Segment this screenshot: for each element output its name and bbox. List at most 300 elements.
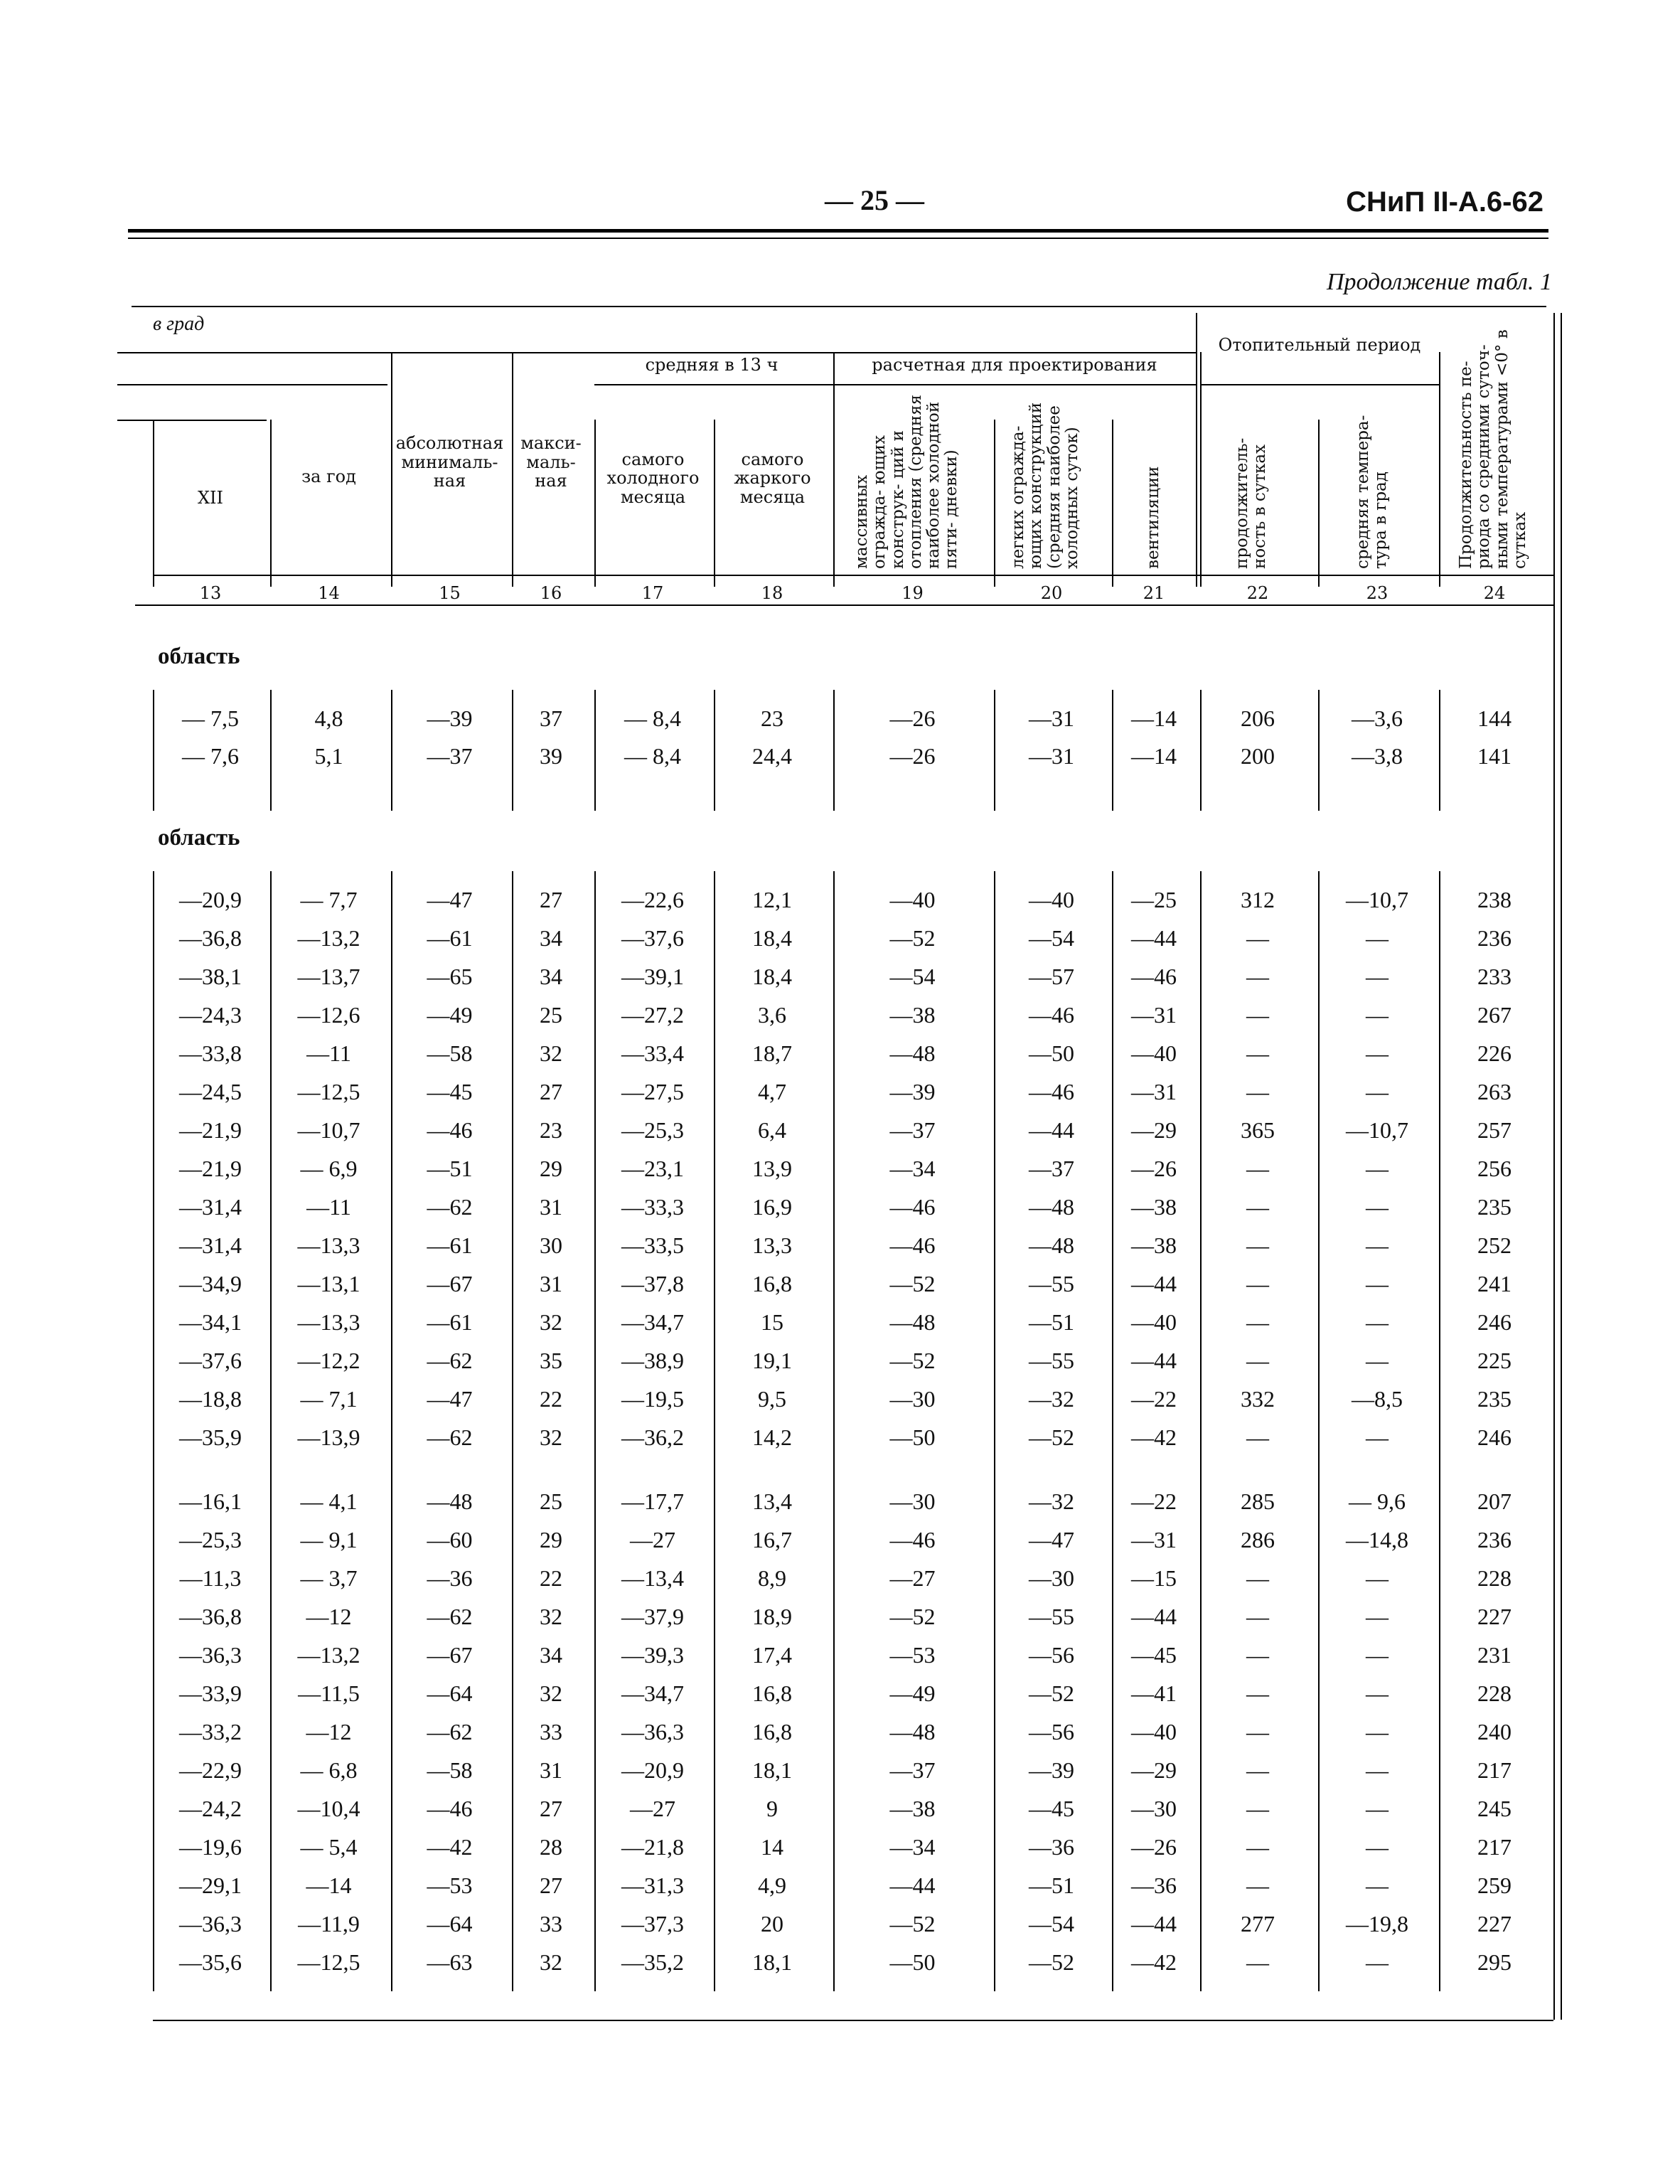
cell-col23: —: [1366, 1565, 1389, 1591]
cell-col16: 30: [540, 1232, 562, 1258]
cell-col18: 8,9: [758, 1565, 786, 1591]
header-group-19-21: расчетная для проектирования: [872, 354, 1157, 375]
cell-col20: —50: [1029, 1040, 1074, 1066]
header-col19: массивных огражда- ющих конструк- ций и отопления (средняя наиболее холодной пяти- дневки): [852, 394, 961, 569]
cell-col21: —26: [1131, 1834, 1177, 1860]
cell-col20: —55: [1029, 1271, 1074, 1296]
cell-col13: —11,3: [179, 1565, 242, 1591]
cell-col22: 312: [1241, 887, 1275, 912]
cell-col16: 22: [540, 1386, 562, 1412]
cell-col15: —61: [427, 1309, 473, 1335]
cell-col19: —39: [889, 1079, 936, 1104]
cell-col22: 285: [1241, 1488, 1275, 1514]
cell-col24: 263: [1477, 1079, 1512, 1104]
cell-col15: —48: [427, 1488, 473, 1514]
cell-col15: —46: [427, 1796, 473, 1821]
cell-col16: 28: [540, 1834, 562, 1860]
header-col14: за год: [301, 466, 356, 486]
cell-col19: —40: [889, 887, 936, 912]
cell-col19: —48: [889, 1040, 936, 1066]
cell-col15: —39: [427, 705, 473, 731]
cell-col14: —13,3: [297, 1232, 360, 1258]
cell-col23: —3,8: [1352, 743, 1403, 769]
cell-col15: —64: [427, 1911, 473, 1937]
cell-col19: —38: [889, 1002, 936, 1028]
cell-col17: —37,6: [621, 925, 684, 951]
cell-col13: —18,8: [179, 1386, 242, 1412]
cell-col22: —: [1246, 1156, 1269, 1181]
cell-col23: —10,7: [1346, 1117, 1408, 1143]
cell-col21: —38: [1131, 1194, 1177, 1220]
cell-col13: —19,6: [179, 1834, 242, 1860]
cell-col21: —45: [1131, 1642, 1177, 1668]
cell-col24: 241: [1477, 1271, 1512, 1296]
cell-col24: 227: [1477, 1604, 1512, 1629]
cell-col23: —: [1366, 1424, 1389, 1450]
cell-col23: —10,7: [1346, 887, 1408, 912]
cell-col23: —: [1366, 1796, 1389, 1821]
cell-col14: — 7,1: [300, 1386, 358, 1412]
cell-col14: —11: [306, 1040, 351, 1066]
cell-col15: —42: [427, 1834, 473, 1860]
header-col24: Продолжительность пе- риода со средними суточ- ными температурами <0° в сутках: [1457, 329, 1529, 569]
cell-col14: —11,5: [298, 1680, 360, 1706]
cell-col20: —40: [1029, 887, 1074, 912]
cell-col20: —39: [1029, 1757, 1074, 1783]
cell-col17: —31,3: [621, 1873, 684, 1898]
cell-col20: —48: [1029, 1194, 1074, 1220]
header-rule: [117, 420, 267, 421]
cell-col17: — 8,4: [624, 705, 681, 731]
cell-col17: —27: [630, 1796, 675, 1821]
cell-col23: —: [1366, 1680, 1389, 1706]
cell-col14: —12: [306, 1719, 352, 1744]
cell-col23: —: [1366, 1949, 1389, 1975]
table-continuation-note: Продолжение табл. 1: [1326, 269, 1552, 295]
header-col15: абсолютная минималь- ная: [395, 433, 504, 491]
cell-col14: —14: [306, 1873, 352, 1898]
cell-col24: 144: [1477, 705, 1512, 731]
cell-col17: — 8,4: [624, 743, 681, 769]
cell-col21: —22: [1131, 1386, 1177, 1412]
cell-col16: 37: [540, 705, 562, 731]
cell-col22: —: [1246, 1002, 1269, 1028]
cell-col16: 25: [540, 1488, 562, 1514]
cell-col15: —47: [427, 1386, 473, 1412]
cell-col15: —63: [427, 1949, 473, 1975]
cell-col19: —30: [889, 1386, 936, 1412]
cell-col16: 32: [540, 1424, 562, 1450]
cell-col24: 231: [1477, 1642, 1512, 1668]
cell-col20: —30: [1029, 1565, 1074, 1591]
table-top-rule: [132, 306, 1546, 307]
cell-col19: —48: [889, 1719, 936, 1744]
cell-col13: —31,4: [179, 1232, 242, 1258]
cell-col17: —33,4: [621, 1040, 684, 1066]
cell-col19: —52: [889, 1271, 936, 1296]
header-rule: [128, 229, 1548, 233]
column-number: 23: [1366, 583, 1389, 603]
cell-col13: — 7,6: [182, 743, 239, 769]
cell-col20: —48: [1029, 1232, 1074, 1258]
header-group-17-18: средняя в 13 ч: [645, 354, 779, 375]
cell-col19: —52: [889, 925, 936, 951]
cell-col17: —36,3: [621, 1719, 684, 1744]
cell-col24: 233: [1477, 964, 1512, 989]
cell-col14: —10,7: [297, 1117, 360, 1143]
cell-col24: 238: [1477, 887, 1512, 912]
cell-col18: 13,4: [752, 1488, 792, 1514]
cell-col20: —37: [1029, 1156, 1074, 1181]
cell-col24: 246: [1477, 1424, 1512, 1450]
column-number: 21: [1143, 583, 1165, 603]
cell-col16: 35: [540, 1348, 562, 1373]
cell-col15: —51: [427, 1156, 473, 1181]
cell-col21: —41: [1131, 1680, 1177, 1706]
cell-col17: —22,6: [621, 887, 684, 912]
cell-col20: —51: [1029, 1309, 1074, 1335]
cell-col15: —46: [427, 1117, 473, 1143]
cell-col16: 33: [540, 1911, 562, 1937]
cell-col17: —19,5: [621, 1386, 684, 1412]
cell-col24: 259: [1477, 1873, 1512, 1898]
cell-col24: 226: [1477, 1040, 1512, 1066]
cell-col18: 9: [766, 1796, 778, 1821]
cell-col13: —35,9: [179, 1424, 242, 1450]
cell-col22: —: [1246, 1565, 1269, 1591]
cell-col21: —29: [1131, 1757, 1177, 1783]
header-rule: [153, 575, 1553, 576]
cell-col19: —50: [889, 1949, 936, 1975]
cell-col24: 256: [1477, 1156, 1512, 1181]
header-divider: [1200, 352, 1202, 587]
cell-col23: —: [1366, 964, 1389, 989]
cell-col24: 257: [1477, 1117, 1512, 1143]
cell-col23: —: [1366, 1348, 1389, 1373]
cell-col20: —55: [1029, 1348, 1074, 1373]
cell-col22: —: [1246, 925, 1269, 951]
cell-col13: —33,9: [179, 1680, 242, 1706]
cell-col23: —: [1366, 1604, 1389, 1629]
cell-col18: 18,4: [752, 964, 792, 989]
cell-col15: —62: [427, 1194, 473, 1220]
cell-col13: —33,2: [179, 1719, 242, 1744]
cell-col17: —38,9: [621, 1348, 684, 1373]
cell-col19: —50: [889, 1424, 936, 1450]
cell-col24: 141: [1477, 743, 1512, 769]
cell-col24: 245: [1477, 1796, 1512, 1821]
cell-col24: 236: [1477, 1527, 1512, 1552]
cell-col14: —13,2: [297, 925, 360, 951]
header-col21: вентиляции: [1144, 466, 1162, 569]
cell-col16: 27: [540, 1796, 562, 1821]
cell-col24: 207: [1477, 1488, 1512, 1514]
cell-col16: 31: [540, 1271, 562, 1296]
cell-col18: 15: [761, 1309, 783, 1335]
cell-col19: —37: [889, 1117, 936, 1143]
cell-col19: —52: [889, 1348, 936, 1373]
cell-col14: — 3,7: [300, 1565, 358, 1591]
cell-col16: 27: [540, 1079, 562, 1104]
cell-col19: —34: [889, 1834, 936, 1860]
cell-col24: 228: [1477, 1680, 1512, 1706]
cell-col20: —31: [1029, 743, 1074, 769]
cell-col19: —44: [889, 1873, 936, 1898]
header-rule: [594, 384, 1196, 385]
column-number: 20: [1040, 583, 1063, 603]
cell-col19: —46: [889, 1194, 936, 1220]
cell-col15: —64: [427, 1680, 473, 1706]
cell-col19: —48: [889, 1309, 936, 1335]
cell-col22: 277: [1241, 1911, 1275, 1937]
cell-col14: — 7,7: [300, 887, 358, 912]
cell-col14: 5,1: [314, 743, 343, 769]
cell-col17: —37,8: [621, 1271, 684, 1296]
cell-col18: 24,4: [752, 743, 792, 769]
header-col18: самого жаркого месяца: [734, 449, 811, 507]
page-number: — 25 —: [825, 184, 924, 216]
cell-col14: —12: [306, 1604, 352, 1629]
cell-col20: —51: [1029, 1873, 1074, 1898]
cell-col17: —21,8: [621, 1834, 684, 1860]
header-rule-thin: [128, 238, 1548, 239]
cell-col21: —40: [1131, 1040, 1177, 1066]
cell-col24: 267: [1477, 1002, 1512, 1028]
cell-col18: 13,9: [752, 1156, 792, 1181]
column-number: 22: [1246, 583, 1269, 603]
cell-col21: —15: [1131, 1565, 1177, 1591]
cell-col16: 34: [540, 964, 562, 989]
cell-col20: —52: [1029, 1949, 1074, 1975]
cell-col15: —36: [427, 1565, 473, 1591]
cell-col23: —: [1366, 1040, 1389, 1066]
cell-col24: 235: [1477, 1386, 1512, 1412]
cell-col22: —: [1246, 964, 1269, 989]
cell-col17: —39,3: [621, 1642, 684, 1668]
cell-col13: —34,9: [179, 1271, 242, 1296]
column-number: 18: [761, 583, 783, 603]
cell-col20: —44: [1029, 1117, 1074, 1143]
cell-col15: —67: [427, 1642, 473, 1668]
header-divider: [1112, 420, 1113, 587]
cell-col23: —3,6: [1352, 705, 1403, 731]
cell-col18: 12,1: [752, 887, 792, 912]
column-number: 13: [199, 583, 222, 603]
cell-col13: —24,2: [179, 1796, 242, 1821]
table-right-border: [1553, 313, 1555, 2020]
cell-col21: —38: [1131, 1232, 1177, 1258]
cell-col18: 4,9: [758, 1873, 786, 1898]
cell-col22: —: [1246, 1348, 1269, 1373]
cell-col13: —21,9: [179, 1156, 242, 1181]
cell-col14: — 5,4: [300, 1834, 358, 1860]
cell-col15: —53: [427, 1873, 473, 1898]
cell-col21: —40: [1131, 1309, 1177, 1335]
cell-col23: —: [1366, 1232, 1389, 1258]
cell-col15: —47: [427, 887, 473, 912]
cell-col22: 200: [1241, 743, 1275, 769]
section-label: область: [158, 644, 240, 669]
cell-col21: —44: [1131, 925, 1177, 951]
cell-col16: 22: [540, 1565, 562, 1591]
cell-col18: 4,7: [758, 1079, 786, 1104]
cell-col24: 236: [1477, 925, 1512, 951]
cell-col16: 27: [540, 887, 562, 912]
cell-col21: —31: [1131, 1527, 1177, 1552]
cell-col22: —: [1246, 1834, 1269, 1860]
cell-col16: 32: [540, 1949, 562, 1975]
header-divider: [994, 420, 995, 587]
cell-col19: —27: [889, 1565, 936, 1591]
cell-col18: 18,1: [752, 1757, 792, 1783]
cell-col23: —: [1366, 1834, 1389, 1860]
cell-col22: —: [1246, 1719, 1269, 1744]
cell-col18: 20: [761, 1911, 783, 1937]
cell-col13: —24,5: [179, 1079, 242, 1104]
cell-col21: —31: [1131, 1002, 1177, 1028]
cell-col22: 286: [1241, 1527, 1275, 1552]
cell-col24: 235: [1477, 1194, 1512, 1220]
cell-col20: —55: [1029, 1604, 1074, 1629]
cell-col23: —8,5: [1352, 1386, 1403, 1412]
cell-col21: —26: [1131, 1156, 1177, 1181]
cell-col22: —: [1246, 1309, 1269, 1335]
cell-col13: —38,1: [179, 964, 242, 989]
unit-caption: в град: [153, 313, 205, 335]
cell-col18: 18,7: [752, 1040, 792, 1066]
table-bottom-rule: [153, 2020, 1553, 2021]
cell-col17: —37,9: [621, 1604, 684, 1629]
cell-col17: —39,1: [621, 964, 684, 989]
cell-col18: 6,4: [758, 1117, 786, 1143]
cell-col16: 25: [540, 1002, 562, 1028]
cell-col16: 31: [540, 1757, 562, 1783]
cell-col18: 3,6: [758, 1002, 786, 1028]
cell-col19: —34: [889, 1156, 936, 1181]
cell-col16: 32: [540, 1309, 562, 1335]
cell-col22: —: [1246, 1194, 1269, 1220]
cell-col17: —27,5: [621, 1079, 684, 1104]
cell-col20: —56: [1029, 1642, 1074, 1668]
cell-col13: — 7,5: [182, 705, 239, 731]
column-number: 14: [318, 583, 340, 603]
cell-col22: —: [1246, 1873, 1269, 1898]
cell-col16: 33: [540, 1719, 562, 1744]
cell-col15: —61: [427, 1232, 473, 1258]
cell-col22: —: [1246, 1949, 1269, 1975]
cell-col18: 16,8: [752, 1680, 792, 1706]
cell-col15: —58: [427, 1040, 473, 1066]
table-right-border: [1561, 313, 1562, 2020]
header-col20: легких огражда- ющих конструкций (средняя наиболее холодных суток): [1009, 402, 1081, 569]
cell-col21: —46: [1131, 964, 1177, 989]
cell-col22: —: [1246, 1424, 1269, 1450]
cell-col23: —: [1366, 1642, 1389, 1668]
cell-col22: —: [1246, 1680, 1269, 1706]
cell-col16: 34: [540, 925, 562, 951]
cell-col17: —25,3: [621, 1117, 684, 1143]
cell-col24: 227: [1477, 1911, 1512, 1937]
cell-col19: —30: [889, 1488, 936, 1514]
cell-col16: 31: [540, 1194, 562, 1220]
cell-col19: —46: [889, 1527, 936, 1552]
cell-col16: 29: [540, 1527, 562, 1552]
cell-col24: 228: [1477, 1565, 1512, 1591]
header-group-22-23: Отопительный период: [1218, 334, 1421, 355]
cell-col20: —46: [1029, 1002, 1074, 1028]
cell-col19: —52: [889, 1604, 936, 1629]
cell-col20: —56: [1029, 1719, 1074, 1744]
cell-col18: 17,4: [752, 1642, 792, 1668]
cell-col21: —44: [1131, 1271, 1177, 1296]
cell-col13: —35,6: [179, 1949, 242, 1975]
cell-col13: —25,3: [179, 1527, 242, 1552]
cell-col20: —54: [1029, 1911, 1074, 1937]
column-number: 16: [540, 583, 562, 603]
cell-col21: —22: [1131, 1488, 1177, 1514]
cell-col24: 217: [1477, 1834, 1512, 1860]
cell-col18: 16,7: [752, 1527, 792, 1552]
cell-col21: —14: [1131, 705, 1177, 731]
cell-col20: —54: [1029, 925, 1074, 951]
cell-col24: 217: [1477, 1757, 1512, 1783]
cell-col15: —61: [427, 925, 473, 951]
header-rule: [1200, 384, 1439, 385]
cell-col24: 225: [1477, 1348, 1512, 1373]
cell-col18: 18,4: [752, 925, 792, 951]
cell-col20: —47: [1029, 1527, 1074, 1552]
cell-col15: —62: [427, 1719, 473, 1744]
cell-col15: —62: [427, 1348, 473, 1373]
cell-col21: —42: [1131, 1949, 1177, 1975]
cell-col16: 27: [540, 1873, 562, 1898]
header-col13: XII: [197, 487, 224, 508]
cell-col13: —20,9: [179, 887, 242, 912]
cell-col16: 32: [540, 1604, 562, 1629]
cell-col22: —: [1246, 1642, 1269, 1668]
cell-col24: 295: [1477, 1949, 1512, 1975]
cell-col14: — 9,1: [300, 1527, 358, 1552]
cell-col16: 32: [540, 1680, 562, 1706]
cell-col17: —17,7: [621, 1488, 684, 1514]
cell-col15: —58: [427, 1757, 473, 1783]
cell-col16: 32: [540, 1040, 562, 1066]
cell-col13: —29,1: [179, 1873, 242, 1898]
cell-col22: —: [1246, 1079, 1269, 1104]
cell-col17: —33,5: [621, 1232, 684, 1258]
cell-col20: —36: [1029, 1834, 1074, 1860]
cell-col15: —62: [427, 1604, 473, 1629]
cell-col21: —29: [1131, 1117, 1177, 1143]
column-number: 15: [439, 583, 461, 603]
header-divider: [1439, 352, 1440, 587]
cell-col18: 23: [761, 705, 783, 731]
cell-col15: —49: [427, 1002, 473, 1028]
cell-col13: —22,9: [179, 1757, 242, 1783]
cell-col17: —27,2: [621, 1002, 684, 1028]
cell-col18: 16,8: [752, 1271, 792, 1296]
cell-col15: —45: [427, 1079, 473, 1104]
cell-col18: 16,9: [752, 1194, 792, 1220]
header-divider: [1196, 313, 1197, 587]
cell-col13: —31,4: [179, 1194, 242, 1220]
cell-col22: —: [1246, 1040, 1269, 1066]
cell-col19: —26: [889, 743, 936, 769]
cell-col15: —67: [427, 1271, 473, 1296]
cell-col23: —: [1366, 1757, 1389, 1783]
cell-col19: —54: [889, 964, 936, 989]
header-col23: средняя темпера- тура в град: [1354, 415, 1391, 569]
